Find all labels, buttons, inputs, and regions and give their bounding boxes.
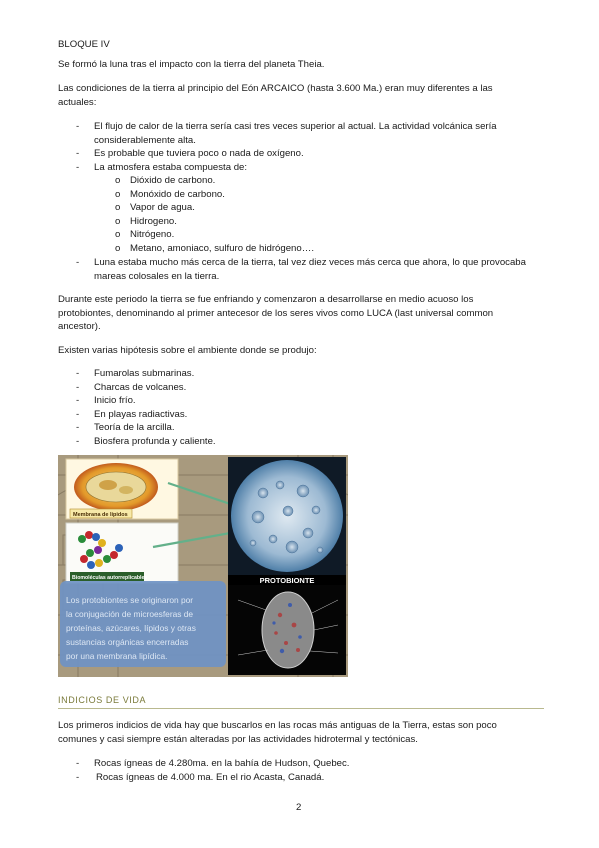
intro-text: Se formó la luna tras el impacto con la tierra del planeta Theia. bbox=[58, 59, 325, 70]
hypotheses-intro: Existen varias hipótesis sobre el ambiente donde se produjo: bbox=[58, 345, 317, 356]
section-divider bbox=[58, 708, 544, 709]
biomolecule-label: Biomoléculas autorreplicables bbox=[72, 575, 148, 581]
caption-line: sustancias orgánicas encerradas bbox=[66, 637, 189, 647]
period-line-3: ancestor). bbox=[58, 321, 101, 332]
conditions-line-2: actuales: bbox=[58, 97, 97, 108]
evidence-line-1: Los primeros indicios de vida hay que buscarlos en las rocas más antiguas de la Tierra, estas son poco bbox=[58, 720, 497, 731]
period-line-2: protobiontes, denominando al primer antecesor de los seres vivos como LUCA (last universal common bbox=[58, 308, 494, 319]
page-number: 2 bbox=[296, 802, 302, 813]
conditions-line-1: Las condiciones de la tierra al principio del Eón ARCAICO (hasta 3.600 Ma.) eran muy diferentes a las bbox=[58, 83, 493, 94]
caption-line: la conjugación de microesferas de bbox=[66, 609, 194, 619]
caption-line: proteínas, azúcares, lípidos y otras bbox=[66, 623, 196, 633]
block-title: BLOQUE IV bbox=[58, 39, 110, 50]
caption-line: Los protobiontes se originaron por bbox=[66, 595, 194, 605]
evidence-line-2: comunes y casi siempre están alteradas por las actividades hidrotermal y tectónicas. bbox=[58, 734, 418, 745]
membrane-label: Membrana de lípidos bbox=[73, 512, 128, 518]
protobionte-label: PROTOBIONTE bbox=[259, 576, 315, 585]
period-line-1: Durante este periodo la tierra se fue enfriando y comenzaron a desarrollarse en medio acuoso los bbox=[58, 294, 474, 305]
caption-line: por una membrana lipídica. bbox=[66, 651, 168, 661]
micrograph-cell bbox=[262, 592, 314, 668]
section-heading: INDICIOS DE VIDA bbox=[58, 695, 147, 705]
protobiont-figure bbox=[58, 455, 348, 677]
